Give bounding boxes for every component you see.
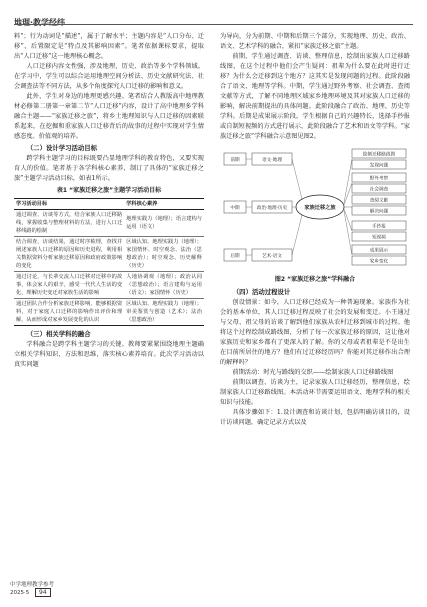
- phase-label: 中期: [230, 206, 240, 211]
- discipline-fusion-diagram: [220, 145, 410, 273]
- table-row: [14, 210, 204, 237]
- svg-text:查阅文献: 查阅文献: [369, 198, 389, 204]
- objectives-table: [14, 198, 204, 326]
- phase-label: 后期: [230, 254, 240, 259]
- paragraph: 跨学科主题学习的目标既要凸显地理学科的教育特色，又要实现育人的价值。笔者基于各学科核心素养，制订了具体的“家族迁移之旅”主题学习活动目标，如表1所示。: [14, 155, 204, 182]
- center-node: [296, 195, 344, 219]
- paragraph: 人口迁移内容文性强，涉及地理、历史、政治等多个学科领域。在学习中，学生可以综合运用地理空间分析法、历史文献研究法、社会调查法等不同方法，从多个角度探究人口迁移的影响和意义。: [14, 63, 204, 90]
- subject-node: [252, 201, 292, 213]
- task-node: [352, 256, 406, 265]
- subject-node: [252, 153, 292, 165]
- footer-journal: 中学地理教学参考: [10, 582, 55, 588]
- task-node: [352, 245, 406, 254]
- table-cell: 结合调查，访谈结果，通过时序梳理，查找并阐述家族人口迁移的原因和历史进程，利用相关数据资料分析家族迁移原因和政府政策影响的变化: [14, 237, 124, 272]
- svg-text:家乡变化: 家乡变化: [369, 259, 389, 265]
- figure-caption: 图2 “家族迁移之旅”学科融合: [274, 276, 356, 283]
- section-heading: （三）相关学科的融合: [26, 330, 91, 338]
- task-node: [352, 221, 406, 230]
- paragraph: 前期，学生通过调查、访谈、整理信息，绘制出家族人口迁移路线图，在这个过程中他们会产生疑问：祖辈为什么要在此时进行迁移？为什么会迁移到这个地方？这其实是发现问题的过程。此阶段融合了语文、地理等学科。中期，学生通过野外考察、社会调查、查阅文献等方式，了解不同地理区域家乡地理环境及其对家族人口迁移的影响，解决前期提出的具体问题。此阶段融合了政治、地理、历史等学科。后期是成果展示阶段。学生根据自己的兴趣特长，选择手抄报或自制短视频的方式进行展示，此阶段融合了艺术和语文等学科。“家族迁移之旅”学科融合示意图见图2。: [220, 53, 410, 140]
- table-header: 学习活动目标: [14, 199, 124, 210]
- task-node: [352, 195, 406, 204]
- phase-node-middle: [224, 201, 246, 213]
- table-row: [14, 272, 204, 299]
- svg-text:政治·地理·历史: 政治·地理·历史: [256, 206, 288, 211]
- table-header: 学科核心素养: [124, 199, 204, 210]
- footer-issue: 2025·5: [10, 590, 30, 596]
- svg-text:绘制迁移路线图: 绘制迁移路线图: [362, 152, 396, 158]
- subject-node: [252, 249, 292, 261]
- table-row: [14, 299, 204, 326]
- svg-text:艺术·语文: 艺术·语文: [262, 254, 282, 259]
- header-rule: [14, 24, 413, 25]
- task-node: [352, 232, 406, 241]
- svg-text:解决问题: 解决问题: [369, 209, 389, 215]
- phase-node-late: [224, 249, 246, 261]
- table-cell: 通过讨论，与长辈交流人口迁移对迁移中的故事，体会家人的艰辛，感受一代代人生活的变化，理解历史变迁对家族生活的影响: [14, 272, 124, 299]
- svg-text:语文·地理: 语文·地理: [262, 158, 282, 163]
- section-heading: （四）活动过程设计: [232, 288, 291, 296]
- paragraph: 前期以调查、访谈为主，记录家族人口迁移经历，整理信息，绘制家族人口迁移路线图。本活动环节需要运用语文、地理学科的相关知识与技能。: [220, 379, 410, 406]
- page-number: 94: [35, 588, 51, 597]
- table-cell: 区域认知、地理实践力（地理）；审美鉴赏与创造（艺术）；法治（思想政治）: [124, 299, 204, 326]
- journal-title: 地理·教学经纬: [14, 18, 66, 27]
- paragraph: 具体步骤如下：1.设计调查和访谈计划，包括明确访谈目的，设计访谈问题，确定记录方式以及: [220, 409, 410, 426]
- left-column: [14, 32, 204, 370]
- table-cell: 通过调查、访谈等方式，结合家族人口迁移路线，掌握收集与整理材料的方法，进行人口迁移线路的绘制: [14, 210, 124, 237]
- paragraph: 前期活动：时光与路线的交织——绘制家族人口迁移路线图: [232, 369, 394, 376]
- table-cell: 通过团队合作分析家族迁移影响，能够根据资料，对于家庭人口迁移的影响作出评价和理解，从而形成对家乡发展变化的认识: [14, 299, 124, 326]
- page-footer: [10, 580, 54, 597]
- paragraph: 此外，学生对身边的地理更感兴趣。笔者结合人教版高中地理教材必修第二册第一章第二节“人口迁移”内容，设计了高中地理多学科融合主题——“家族迁移之旅”，将乡土地理知识与人口迁移的因素联系起来，在挖掘和重家族人口迁移背后的故事的过程中实现对学生情感态度、价值观的培养。: [14, 93, 204, 140]
- phase-node-early: [224, 153, 246, 165]
- svg-text:手抄报: 手抄报: [372, 224, 386, 230]
- task-node: [352, 160, 406, 169]
- paragraph: 为导向，分为前期、中期和后期三个部分，实现地理、历史、政治、语文、艺术学科的融合，紧扣“家族迁移之旅”主题。: [220, 33, 410, 50]
- svg-text:发现问题: 发现问题: [369, 163, 389, 169]
- diagram-svg: [220, 145, 410, 273]
- svg-text:家族迁移之旅: 家族迁移之旅: [304, 205, 336, 211]
- task-node: [352, 206, 406, 215]
- task-node: [352, 184, 406, 193]
- table-cell: 人地协调观（地理）；政治认同（思想政治）；语言建构与运用（语文）；家国情怀（历史）: [124, 272, 204, 299]
- svg-text:野外考察: 野外考察: [369, 176, 389, 182]
- table-title: 表1 “家族迁移之旅”主题学习活动目标: [56, 187, 162, 194]
- task-node: [352, 149, 406, 158]
- task-node: [352, 173, 406, 182]
- phase-label: 前期: [230, 158, 240, 163]
- table-cell: 地理实践力（地理）；语言建构与运用（语文）: [124, 210, 204, 237]
- svg-text:社会调查: 社会调查: [369, 187, 389, 193]
- page-header: [14, 10, 413, 27]
- svg-text:短视频: 短视频: [372, 235, 386, 241]
- paragraph: 创设情景：如今，人口迁移已经成为一种普遍现象。家族作为社会的基本单位，其人口迁移过程反映了社会的发展和变迁。小王通过与父母、祖父母的访谈了解到他们家族从农村迁移到城市的过程。他将这个过程绘制成路线图，分析了每一次家族迁移的原因，这让他对家族历史和家乡都有了更深入的了解。你的父母或者祖辈是不是出生在目前所居住的地方？他们有过迁移经历吗？你能对其迁移作出合理的解释吗？: [220, 299, 410, 366]
- paragraph: 料”；行为动词是“描述”，属于了解水平；主题内容是“人口分布、迁移”，后置限定是“特点及其影响因素”。笔者依据课标要求，提取出“人口迁移”这一地理核心概念。: [14, 33, 204, 60]
- paragraph: 学科融合是跨学科主题学习的关键。教师要紧紧围绕地理主题确立相关学科知识、方法和思维，落实核心素养培育。此次学习活动以真实问题: [14, 341, 204, 368]
- table-row: [14, 237, 204, 272]
- table-cell: 区域认知、地理实践力（地理）；家国情怀、时空观念、法治（思想政治）；时空观念、历史解释（历史）: [124, 237, 204, 272]
- svg-text:成果展示: 成果展示: [369, 248, 389, 254]
- section-heading: （二）设计学习活动目标: [26, 144, 98, 152]
- right-column: [220, 32, 410, 428]
